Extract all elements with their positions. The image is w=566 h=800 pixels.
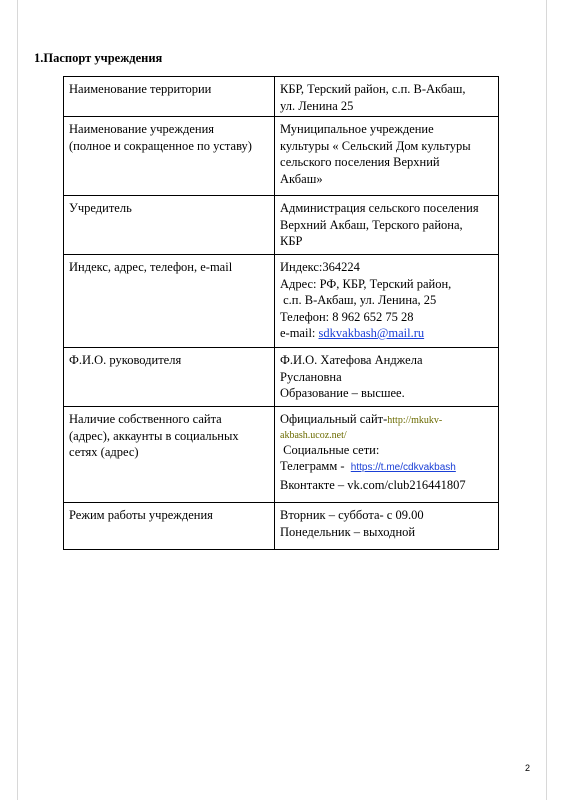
row-value: КБР, Терский район, с.п. В-Акбаш, ул. Ленина 25 (275, 77, 499, 117)
row-value: Официальный сайт-http://mkukv- akbash.ucoz.net/ Социальные сети: Телеграмм - https://t.me/cdkvakbash Вконтакте – vk.com/club216441807 (275, 407, 499, 503)
row-label: Наименование учреждения (полное и сокращенное по уставу) (64, 117, 275, 196)
row-label: Ф.И.О. руководителя (64, 348, 275, 407)
row-value: Ф.И.О. Хатефова Анджела Руслановна Образование – высшее. (275, 348, 499, 407)
email-link[interactable]: sdkvakbash@mail.ru (318, 326, 425, 340)
table-row (64, 77, 499, 117)
section-title: 1.Паспорт учреждения (34, 51, 163, 65)
table-row (64, 348, 499, 407)
table-row (64, 117, 499, 196)
table-row (64, 503, 499, 550)
row-value: Муниципальное учреждение культуры « Сельский Дом культуры сельского поселения Верхний Акбаш» (275, 117, 499, 196)
table-row (64, 407, 499, 503)
row-label: Режим работы учреждения (64, 503, 275, 550)
row-label: Индекс, адрес, телефон, e-mail (64, 255, 275, 348)
table-row (64, 196, 499, 255)
passport-table (63, 76, 499, 550)
row-value: Администрация сельского поселения Верхний Акбаш, Терского района, КБР (275, 196, 499, 255)
row-value: Индекс:364224 Адрес: РФ, КБР, Терский район, с.п. В-Акбаш, ул. Ленина, 25 Телефон: 8 962 652 75 28 e-mail: sdkvakbash@mail.ru (275, 255, 499, 348)
page-number: 2 (525, 763, 531, 773)
row-value: Вторник – суббота- с 09.00 Понедельник – выходной (275, 503, 499, 550)
row-label: Наименование территории (64, 77, 275, 117)
telegram-link[interactable]: https://t.me/cdkvakbash (350, 462, 456, 473)
page-border-left (17, 0, 18, 800)
row-label: Наличие собственного сайта (адрес), аккаунты в социальных сетях (адрес) (64, 407, 275, 503)
row-label: Учредитель (64, 196, 275, 255)
page-border-right (546, 0, 547, 800)
site-link[interactable]: http://mkukv- (387, 415, 443, 426)
table-row (64, 255, 499, 348)
site-link-continued[interactable]: akbash.ucoz.net/ (280, 429, 347, 441)
